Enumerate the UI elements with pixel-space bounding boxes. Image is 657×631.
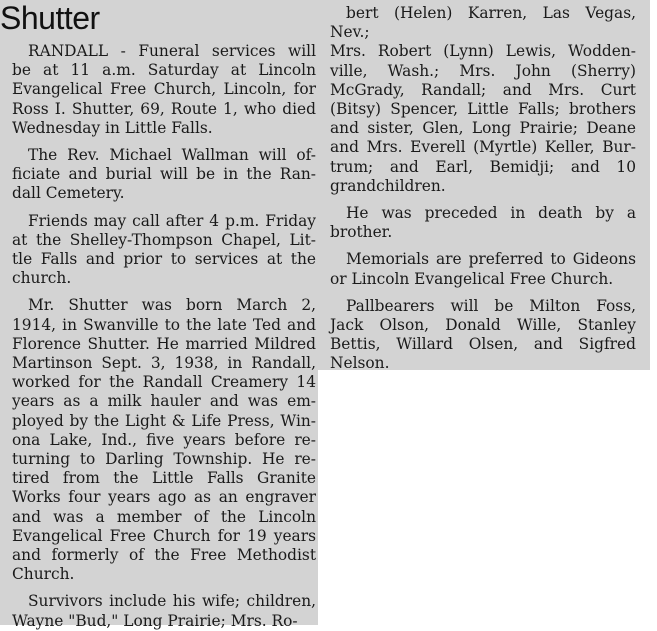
- text-line: Jack Olson, Donald Wille, Stanley: [330, 316, 636, 335]
- text-line: RANDALL - Funeral services will: [28, 42, 316, 60]
- text-line: Mrs. Robert (Lynn) Lewis, Wodden-: [330, 42, 636, 61]
- text-line: Martinson Sept. 3, 1938, in Randall,: [12, 354, 316, 373]
- text-line: or Lincoln Evangelical Free Church.: [330, 269, 614, 288]
- text-line: turning to Darling Township. He re-: [12, 450, 316, 469]
- text-line: be at 11 a.m. Saturday at Lincoln: [12, 61, 316, 80]
- paragraph-gap: [12, 288, 316, 296]
- text-line: tired from the Little Falls Granite: [12, 469, 316, 488]
- text-line: and sister, Glen, Long Prairie; Deane: [330, 119, 636, 138]
- text-line: Church.: [12, 565, 75, 584]
- text-line: ficiate and burial will be in the Ran-: [12, 165, 316, 184]
- text-line: and formerly of the Free Methodist: [12, 546, 316, 565]
- paragraph: [330, 4, 636, 196]
- text-line: Evangelical Free Church for 19 years: [12, 526, 316, 545]
- paragraph-gap: [330, 196, 636, 204]
- text-line: Wayne "Bud," Long Prairie; Mrs. Ro-: [12, 611, 298, 630]
- text-line: Bettis, Willard Olsen, and Sigfred: [330, 335, 636, 354]
- text-line: The Rev. Michael Wallman will of-: [28, 146, 316, 165]
- text-line: bert (Helen) Karren, Las Vegas, Nev.;: [330, 4, 636, 42]
- text-line: (Bitsy) Spencer, Little Falls; brothers: [330, 100, 636, 119]
- text-line: ployed by the Light & Life Press, Win-: [12, 411, 316, 430]
- paragraph-gap: [330, 289, 636, 297]
- text-line: Pallbearers will be Milton Foss,: [346, 296, 636, 315]
- text-line: worked for the Randall Creamery 14: [12, 373, 316, 392]
- paragraph: [330, 204, 636, 242]
- text-line: trum; and Earl, Bemidji; and 10: [330, 157, 636, 176]
- paragraph-gap: [12, 204, 316, 212]
- text-line: Survivors include his wife; children,: [28, 592, 316, 611]
- text-line: and was a member of the Lincoln: [12, 507, 316, 526]
- text-line: church.: [12, 269, 72, 288]
- paragraph: [12, 42, 316, 138]
- text-line: Memorials are preferred to Gideons: [346, 250, 636, 269]
- text-line: He was preceded in death by a: [346, 204, 636, 223]
- left-text-column: [12, 42, 316, 631]
- text-line: Wednesday in Little Falls.: [12, 118, 213, 137]
- text-line: Mr. Shutter was born March 2,: [28, 296, 316, 315]
- paragraph: [330, 250, 636, 288]
- text-line: years as a milk hauler and was em-: [12, 392, 316, 411]
- text-line: tle Falls and prior to services at the: [12, 250, 316, 269]
- text-line: at the Shelley-Thompson Chapel, Lit-: [12, 230, 316, 249]
- text-line: and Mrs. Everell (Myrtle) Keller, Bur-: [330, 138, 636, 157]
- text-line: McGrady, Randall; and Mrs. Curt: [330, 80, 636, 99]
- text-line: 1914, in Swanville to the late Ted and: [12, 315, 316, 334]
- text-line: ona Lake, Ind., five years before re-: [12, 430, 316, 449]
- text-line: grandchildren.: [330, 176, 446, 195]
- text-line: ville, Wash.; Mrs. John (Sherry): [330, 61, 636, 80]
- paragraph-gap: [12, 584, 316, 592]
- right-text-column: [330, 4, 636, 374]
- paragraph: [12, 212, 316, 289]
- obituary-headline: Shutter: [0, 0, 100, 36]
- paragraph-gap: [330, 242, 636, 250]
- text-line: Nelson.: [330, 354, 390, 373]
- text-line: Works four years ago as an engraver: [12, 488, 316, 507]
- text-line: dall Cemetery.: [12, 184, 125, 203]
- text-line: Friends may call after 4 p.m. Friday: [28, 211, 316, 230]
- paragraph: [12, 296, 316, 584]
- paragraph: [330, 297, 636, 374]
- text-line: Evangelical Free Church, Lincoln, for: [12, 80, 316, 99]
- text-line: Ross I. Shutter, 69, Route 1, who died: [12, 99, 316, 118]
- paragraph: [12, 592, 316, 630]
- paragraph: [12, 146, 316, 204]
- text-line: brother.: [330, 223, 393, 242]
- text-line: Florence Shutter. He married Mildred: [12, 334, 316, 353]
- paragraph-gap: [12, 138, 316, 146]
